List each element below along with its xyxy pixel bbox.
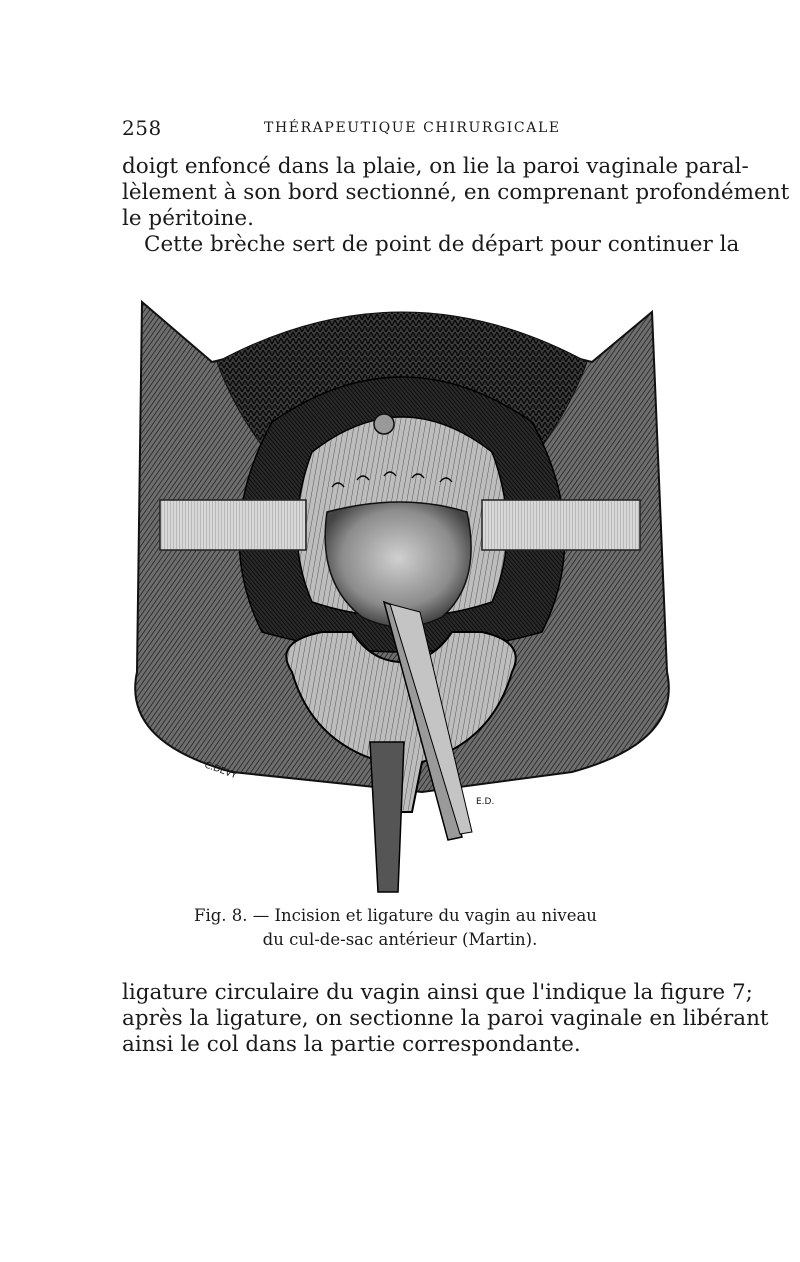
page-number: 258: [122, 116, 162, 140]
page-header: [122, 116, 682, 140]
speculum-handle: [370, 742, 404, 892]
text-line: le péritoine.: [122, 206, 254, 231]
surgical-illustration: [122, 272, 682, 898]
paragraph-continued: [122, 980, 769, 1058]
artist-signature-right: E.D.: [476, 797, 495, 807]
anatomy-detail: [374, 414, 394, 434]
text-line: ligature circulaire du vagin ainsi que l'indique la figure 7;: [122, 980, 753, 1005]
figure-caption-line: Fig. 8. — Incision et ligature du vagin au niveau: [194, 906, 597, 925]
paragraph-continued: [122, 154, 790, 232]
retractor-strap-left: [160, 500, 306, 550]
text-line: après la ligature, on sectionne la paroi vaginale en libérant: [122, 1006, 769, 1031]
text-line: doigt enfoncé dans la plaie, on lie la paroi vaginale paral-: [122, 154, 749, 179]
retractor-strap-right: [482, 500, 640, 550]
figure-caption-line: du cul-de-sac antérieur (Martin).: [262, 930, 538, 949]
artist-signature-left: C.DEVY: [202, 760, 238, 782]
text-line: Cette brèche sert de point de départ pour continuer la: [144, 232, 740, 257]
running-title: THÉRAPEUTIQUE CHIRURGICALE: [264, 120, 561, 136]
text-line: lèlement à son bord sectionné, en comprenant profondément: [122, 180, 790, 205]
text-line: ainsi le col dans la partie correspondante.: [122, 1032, 581, 1057]
paragraph-new: [122, 232, 740, 258]
